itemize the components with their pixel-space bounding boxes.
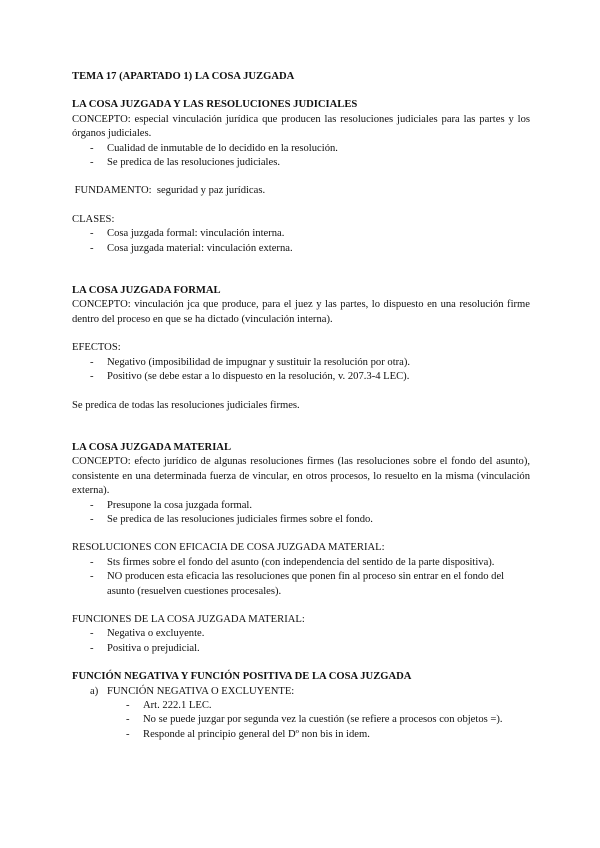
dash-bullet: -: [90, 499, 94, 511]
bullet-list: [72, 227, 530, 256]
list-item: [72, 685, 530, 699]
list-item: - Negativo (imposibilidad de impugnar y sustituir la resolución por otra).: [72, 356, 530, 370]
dash-bullet: -: [90, 628, 94, 640]
document-page: [72, 70, 530, 742]
bullet-list: [72, 627, 530, 656]
section-heading-funcion-negativa-positiva: FUNCIÓN NEGATIVA Y FUNCIÓN POSITIVA DE LA COSA JUZGADA: [72, 671, 412, 683]
dash-bullet: -: [90, 371, 94, 383]
bullet-list: [72, 356, 530, 385]
list-item: - Cualidad de inmutable de lo decidido en la resolución.: [72, 142, 530, 156]
document-title: TEMA 17 (APARTADO 1) LA COSA JUZGADA: [72, 71, 295, 82]
list-item: - Cosa juzgada formal: vinculación interna.: [72, 227, 530, 241]
dash-bullet: -: [90, 142, 94, 154]
funciones-label: FUNCIONES DE LA COSA JUZGADA MATERIAL:: [72, 613, 305, 625]
list-item: - Sts firmes sobre el fondo del asunto (con independencia del sentido de la parte dispositiva).: [72, 556, 530, 570]
dash-bullet: -: [90, 571, 94, 583]
list-item: - Positiva o prejudicial.: [72, 642, 530, 656]
section-heading-cosa-juzgada-material: LA COSA JUZGADA MATERIAL: [72, 441, 232, 453]
nested-bullet-list: [72, 699, 530, 742]
bullet-list: [72, 142, 530, 171]
list-item: - No se puede juzgar por segunda vez la cuestión (se refiere a procesos con objetos =).: [72, 713, 530, 727]
section-heading-cosa-juzgada-formal: LA COSA JUZGADA FORMAL: [72, 285, 221, 297]
list-item: - Se predica de las resoluciones judiciales.: [72, 156, 530, 170]
subsection-label: FUNCIÓN NEGATIVA O EXCLUYENTE:: [107, 685, 295, 697]
dash-bullet: -: [90, 556, 94, 568]
bullet-list: [72, 499, 530, 528]
dash-bullet: -: [90, 642, 94, 654]
concepto-paragraph: CONCEPTO: especial vinculación jurídica que producen las resoluciones judiciales para las partes y los órganos judiciales.: [72, 113, 530, 140]
dash-bullet: -: [90, 513, 94, 525]
list-item: - Art. 222.1 LEC.: [72, 699, 530, 713]
list-item: - Positivo (se debe estar a lo dispuesto en la resolución, v. 207.3-4 LEC).: [72, 370, 530, 384]
efectos-label: EFECTOS:: [72, 342, 121, 354]
dash-bullet: -: [90, 157, 94, 169]
fundamento-paragraph: FUNDAMENTO: seguridad y paz jurídicas.: [72, 185, 266, 197]
list-item: - NO producen esta eficacia las resoluciones que ponen fin al proceso sin entrar en el fondo del asunto (resuelven cuestiones procesales).: [90, 571, 505, 597]
concepto-paragraph: CONCEPTO: efecto jurídico de algunas resoluciones firmes (las resoluciones sobre el fondo del asunto), consistente en una determinada fuerza de vincular, en otros procesos, lo resuelto en la misma (vinculación externa).: [72, 456, 530, 497]
nota-paragraph: Se predica de todas las resoluciones judiciales firmes.: [72, 399, 300, 411]
concepto-paragraph: CONCEPTO: vinculación jca que produce, para el juez y las partes, lo dispuesto en una resolución firme dentro del proceso en que se ha dictado (vinculación interna).: [72, 299, 530, 325]
dash-bullet: -: [90, 242, 94, 254]
list-item: - Negativa o excluyente.: [72, 627, 530, 641]
dash-bullet: -: [90, 356, 94, 368]
list-item: - Responde al principio general del Dº non bis in idem.: [72, 728, 530, 742]
list-item: - Presupone la cosa juzgada formal.: [72, 499, 530, 513]
dash-bullet: -: [90, 228, 94, 240]
dash-bullet: -: [126, 700, 130, 711]
bullet-list: [72, 556, 530, 599]
lettered-list: [72, 685, 530, 699]
section-heading-cosa-juzgada-resoluciones: LA COSA JUZGADA Y LAS RESOLUCIONES JUDICIALES: [72, 99, 358, 111]
list-letter: a): [90, 685, 99, 697]
list-item: - Cosa juzgada material: vinculación externa.: [72, 242, 530, 256]
dash-bullet: -: [126, 728, 130, 740]
list-item: - Se predica de las resoluciones judiciales firmes sobre el fondo.: [72, 513, 530, 527]
dash-bullet: -: [126, 714, 130, 726]
resoluciones-label: RESOLUCIONES CON EFICACIA DE COSA JUZGADA MATERIAL:: [72, 542, 385, 554]
clases-label: CLASES:: [72, 213, 115, 225]
